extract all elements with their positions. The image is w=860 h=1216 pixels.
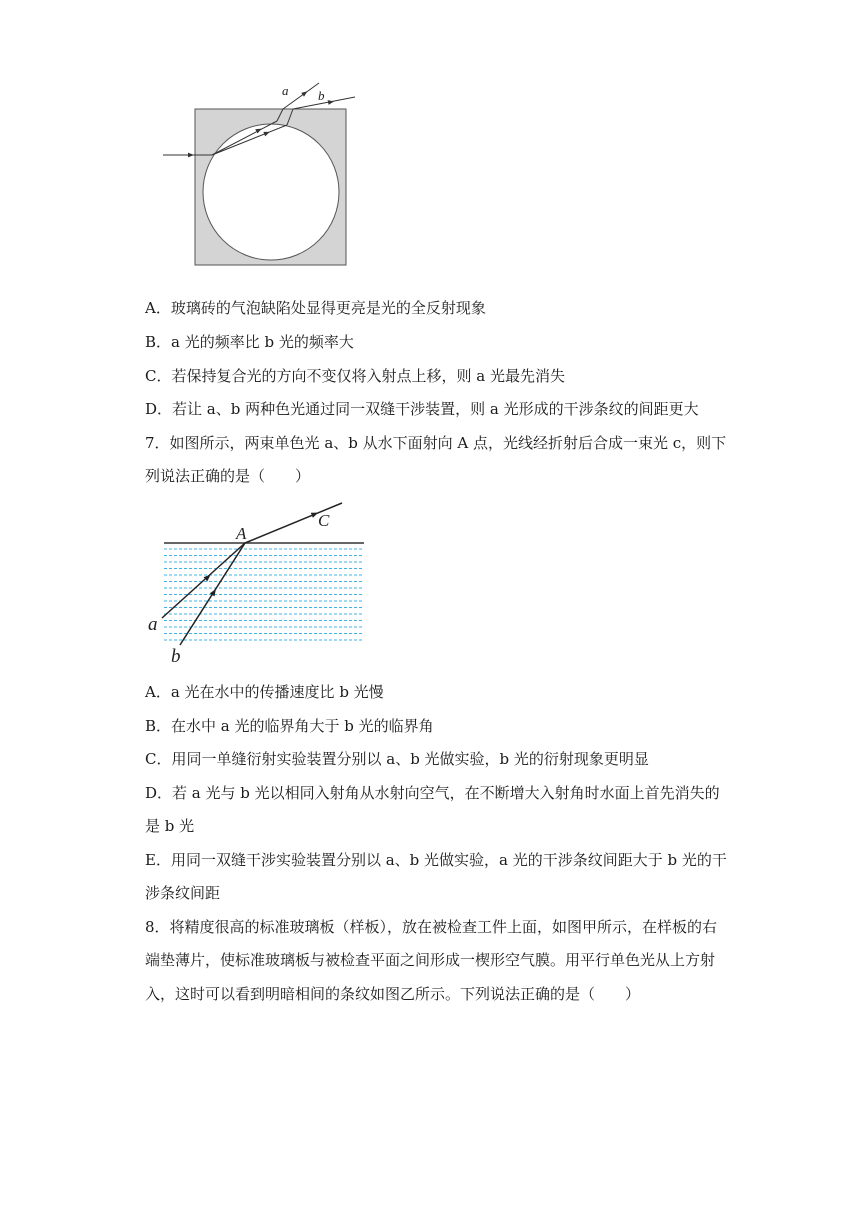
q7-option-c: C．用同一单缝衍射实验装置分别以 a、b 光做实验，b 光的衍射现象更明显 — [145, 750, 649, 768]
q6-option-c: C．若保持复合光的方向不变仅将入射点上移，则 a 光最先消失 — [145, 367, 565, 385]
q7-stem-line2: 列说法正确的是（ ） — [145, 467, 311, 485]
q7-option-e: E．用同一双缝干涉实验装置分别以 a、b 光做实验，a 光的干涉条纹间距大于 b 光的干 — [145, 851, 727, 869]
q7-option-d: D．若 a 光与 b 光以相同入射角从水射向空气，在不断增大入射角时水面上首先消失的 — [145, 784, 720, 802]
ray-c-label: C — [318, 511, 330, 530]
ray-b-label: b — [318, 88, 325, 103]
point-a-label: A — [236, 524, 247, 543]
q6-option-d: D．若让 a、b 两种色光通过同一双缝干涉装置，则 a 光形成的干涉条纹的间距更大 — [145, 400, 699, 418]
q6-option-b: B．a 光的频率比 b 光的频率大 — [145, 333, 354, 351]
figure-glass-bubble — [155, 75, 365, 270]
q8-stem-line2: 端垫薄片，使标准玻璃板与被检查平面之间形成一楔形空气膜。用平行单色光从上方射 — [145, 951, 716, 969]
ray-a-label: a — [282, 83, 289, 98]
water-hatching — [164, 549, 364, 640]
q8-stem-line3: 入，这时可以看到明暗相间的条纹如图乙所示。下列说法正确的是（ ） — [145, 985, 641, 1003]
q6-option-a: A．玻璃砖的气泡缺陷处显得更亮是光的全反射现象 — [145, 299, 486, 317]
q8-stem-line1: 8．将精度很高的标准玻璃板（样板），放在被检查工件上面，如图甲所示，在样板的右 — [145, 918, 718, 936]
q7-option-a: A．a 光在水中的传播速度比 b 光慢 — [145, 683, 384, 701]
q7-option-b: B．在水中 a 光的临界角大于 b 光的临界角 — [145, 717, 434, 735]
ray-b-label-water: b — [171, 646, 181, 667]
q7-option-e-cont: 涉条纹间距 — [145, 884, 221, 902]
figure-water-refraction — [140, 495, 375, 670]
q7-option-d-cont: 是 b 光 — [145, 817, 195, 835]
q7-stem-line1: 7．如图所示，两束单色光 a、b 从水下面射向 A 点，光线经折射后合成一束光 c，则下 — [145, 434, 727, 452]
ray-a-label-water: a — [148, 614, 158, 635]
